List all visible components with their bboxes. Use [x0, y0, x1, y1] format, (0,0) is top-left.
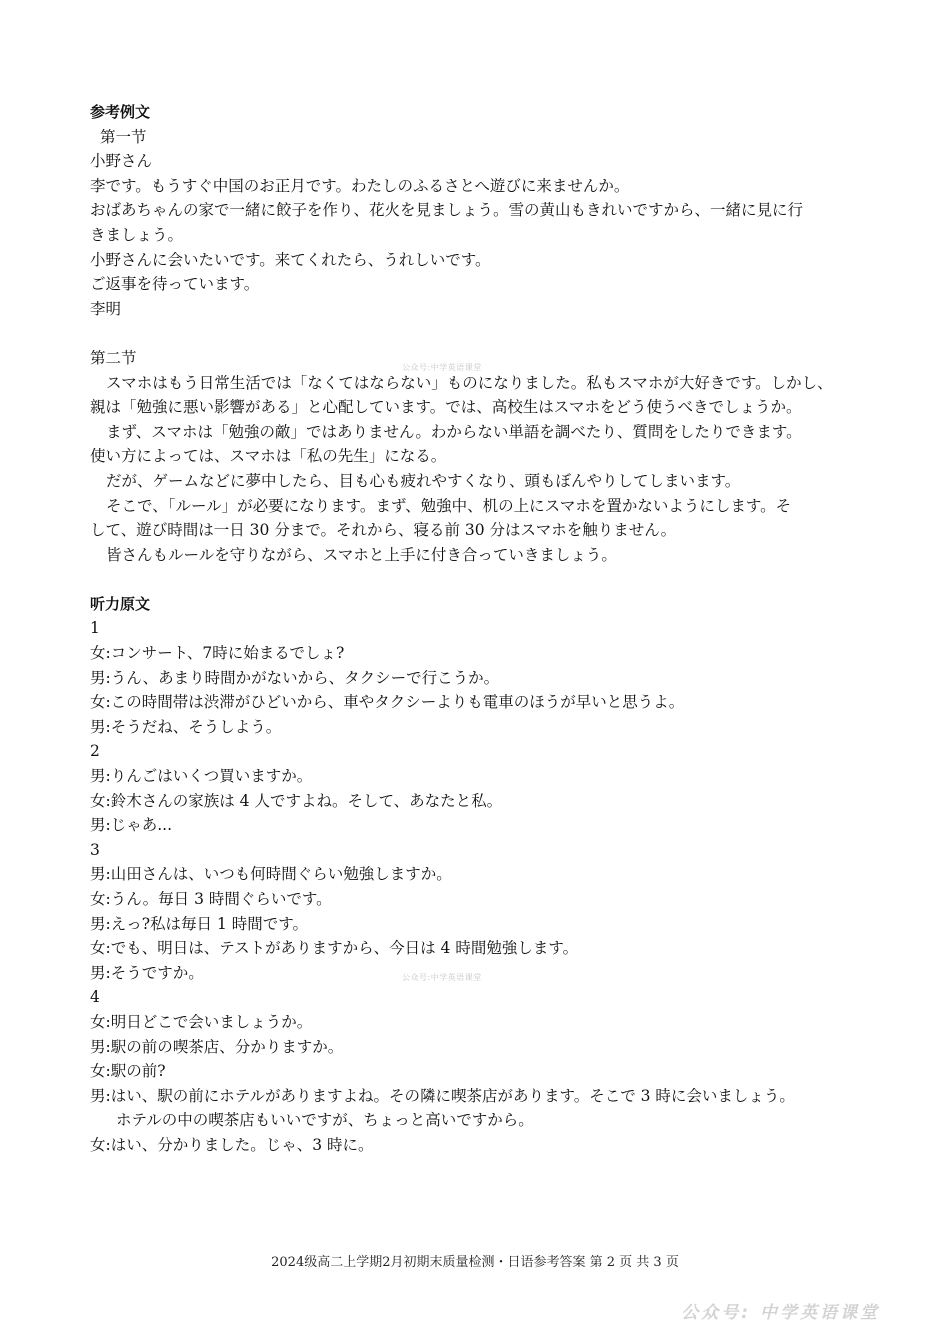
essay-line: だが、ゲームなどに夢中したら、目も心も疲れやすくなり、頭もぼんやりしてしまいます。 [106, 471, 741, 490]
dialogue-line: 女:コンサート、7時に始まるでしょ? [90, 644, 345, 663]
dialogue-line: 男:はい、駅の前にホテルがありますよね。その隣に喫茶店があります。そこで 3 時に会いましょう。 [90, 1086, 795, 1105]
dialogue-line: 男:りんごはいくつ買いますか。 [90, 767, 313, 786]
answer-page [90, 100, 870, 1158]
dialogue-line: 女:駅の前? [90, 1062, 166, 1081]
section1-title: 第一节 [100, 127, 147, 146]
dialogue-line: 男:えっ?私は毎日 1 時間です。 [90, 914, 309, 933]
dialogue-line: 男:駅の前の喫茶店、分かりますか。 [90, 1037, 344, 1056]
letter-line: ご返事を待っています。 [90, 275, 260, 294]
dialogue-number: 2 [90, 742, 100, 761]
page-footer: 2024级高二上学期2月初期末质量检测・日语参考答案 第 2 页 共 3 页 [271, 1255, 679, 1270]
dialogue-number: 1 [90, 619, 100, 638]
dialogue-line: 男:うん、あまり時間かがないから、タクシーで行こうか。 [90, 668, 500, 687]
section2-title: 第二节 [90, 348, 137, 367]
dialogue-line: 女:鈴木さんの家族は 4 人ですよね。そして、あなたと私。 [90, 791, 503, 810]
letter-line: 李です。もうすぐ中国のお正月です。わたしのふるさとへ遊びに来ませんか。 [90, 176, 630, 195]
essay-line: 親は「勉強に悪い影響がある」と心配しています。では、高校生はスマホをどう使うべきでしょうか。 [90, 398, 802, 417]
essay-line: そこで、「ルール」が必要になります。まず、勉強中、机の上にスマホを置かないようにします。そ [106, 496, 792, 515]
watermark-text: 公众号:中学英语课堂 [402, 363, 482, 372]
essay-line: して、遊び時間は一日 30 分まで。それから、寝る前 30 分はスマホを触りません。 [90, 521, 677, 540]
dialogue-line: 女:明日どこで会いましょうか。 [90, 1012, 313, 1031]
essay-line: スマホはもう日常生活では「なくてはならない」ものになりました。私もスマホが大好きです。しかし、 [106, 373, 833, 392]
dialogue-line: 男:山田さんは、いつも何時間ぐらい勉強しますか。 [90, 865, 452, 884]
dialogue-number: 3 [90, 840, 100, 859]
letter-line: 小野さんに会いたいです。来てくれたら、うれしいです。 [90, 250, 491, 269]
dialogue-line: ホテルの中の喫茶店もいいですが、ちょっと高いですから。 [116, 1111, 534, 1130]
letter-line: おばあちゃんの家で一緒に餃子を作り、花火を見ましょう。雪の黄山もきれいですから、一緒に見に行 [90, 201, 804, 220]
dialogue-line: 男:そうですか。 [90, 963, 204, 982]
watermark-text: 公众号:中学英语课堂 [402, 973, 482, 982]
dialogue-line: 男:そうだね、そうしよう。 [90, 717, 282, 736]
watermark-logo: 公众号: 中学英语课堂 [681, 1303, 880, 1323]
essay-line: 使い方によっては、スマホは「私の先生」になる。 [90, 447, 447, 466]
dialogue-line: 男:じゃあ... [90, 816, 173, 835]
essay-line: 皆さんもルールを守りながら、スマホと上手に付き合っていきましょう。 [106, 545, 617, 564]
sample-heading: 参考例文 [90, 103, 151, 121]
letter-line: きましょう。 [90, 225, 184, 244]
letter-greeting: 小野さん [90, 152, 153, 171]
essay-line: まず、スマホは「勉強の敵」ではありません。わからない単語を調べたり、質問をしたりできます。 [106, 422, 802, 441]
dialogue-line: 女:うん。毎日 3 時間ぐらいです。 [90, 890, 332, 908]
dialogue-line: 女:この時間帯は渋滞がひどいから、車やタクシーよりも電車のほうが早いと思うよ。 [90, 693, 685, 712]
listening-heading: 听力原文 [90, 594, 151, 613]
letter-signature: 李明 [90, 299, 122, 318]
dialogue-line: 女:でも、明日は、テストがありますから、今日は 4 時間勉強します。 [90, 939, 579, 958]
dialogue-number: 4 [90, 988, 100, 1007]
dialogue-line: 女:はい、分かりました。じゃ、3 時に。 [90, 1135, 374, 1154]
